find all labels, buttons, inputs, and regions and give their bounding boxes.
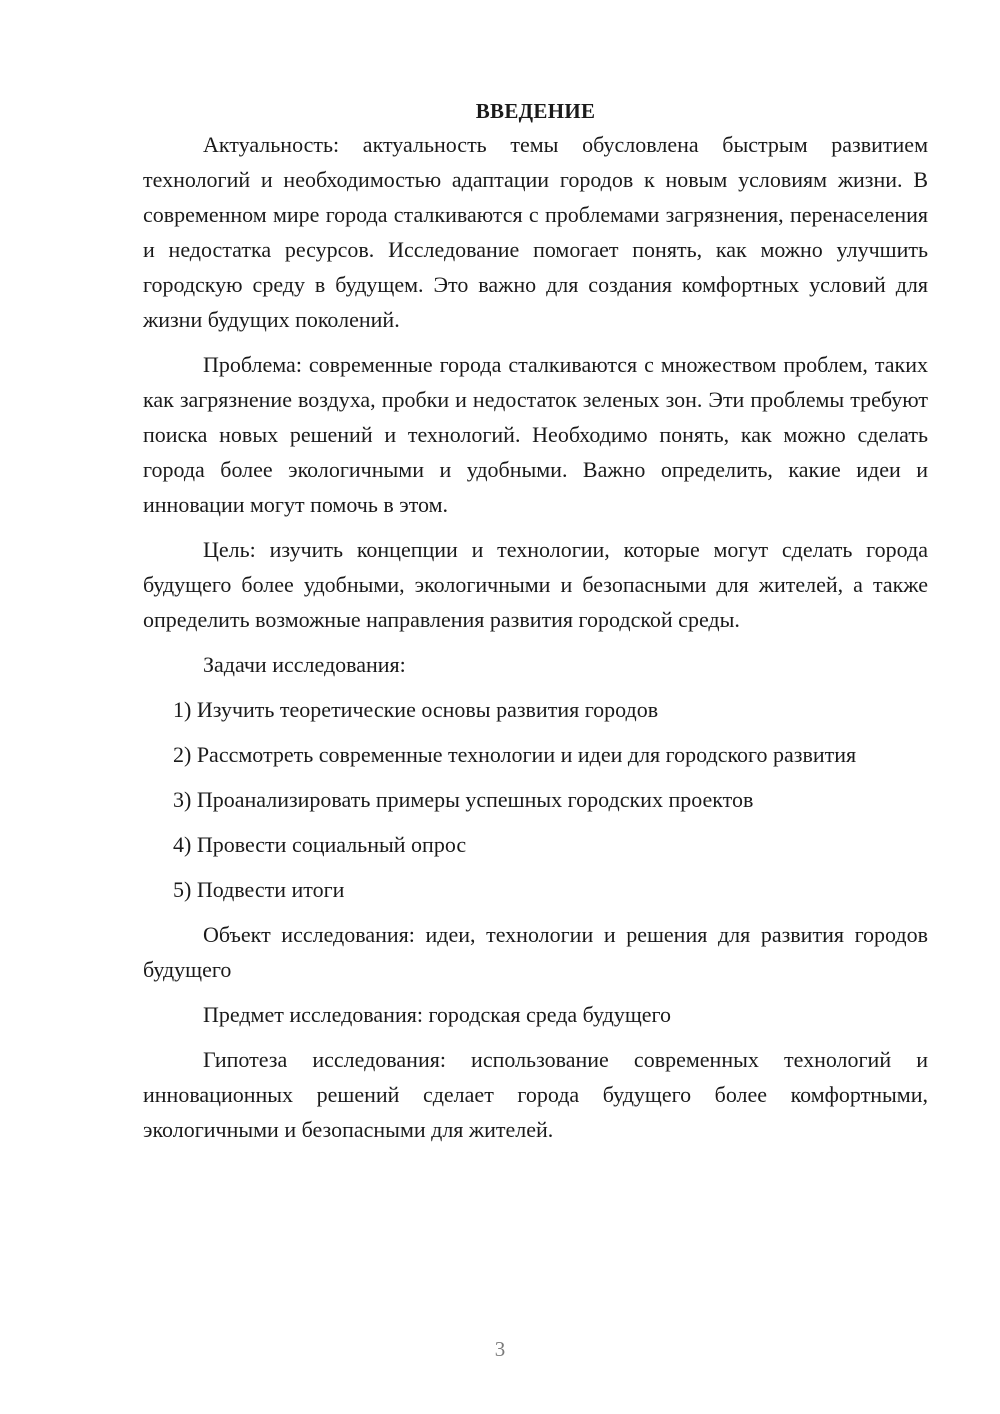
paragraph-goal: Цель: изучить концепции и технологии, которые могут сделать города будущего более удобными, экологичными и безопасными для жителей, а также определить возможные направления развития городской среды. (143, 537, 928, 632)
list-item: 1) Изучить теоретические основы развития городов (173, 697, 659, 722)
paragraph-hypothesis: Гипотеза исследования: использование современных технологий и инновационных решений сделает города будущего более комфортными, экологичными и безопасными для жителей. (143, 1047, 928, 1142)
page-content (143, 94, 928, 1147)
list-item: 3) Проанализировать примеры успешных городских проектов (173, 787, 754, 812)
tasks-heading: Задачи исследования: (203, 652, 406, 677)
paragraph-subject: Предмет исследования: городская среда будущего (203, 1002, 672, 1027)
section-title: ВВЕДЕНИЕ (475, 99, 596, 123)
paragraph-relevance: Актуальность: актуальность темы обусловлена быстрым развитием технологий и необходимостью адаптации городов к новым условиям жизни. В современном мире города сталкиваются с проблемами загрязнения, перенаселения и недостатка ресурсов. Исследование помогает понять, как можно улучшить городскую среду в будущем. Это важно для создания комфортных условий для жизни будущих поколений. (143, 132, 928, 332)
tasks-list (143, 692, 928, 907)
list-item: 2) Рассмотреть современные технологии и идеи для городского развития (173, 742, 857, 767)
page-number: 3 (494, 1337, 506, 1361)
list-item: 5) Подвести итоги (173, 877, 345, 902)
list-item: 4) Провести социальный опрос (173, 832, 467, 857)
paragraph-problem: Проблема: современные города сталкиваются с множеством проблем, таких как загрязнение воздуха, пробки и недостаток зеленых зон. Эти проблемы требуют поиска новых решений и технологий. Необходимо понять, как можно сделать города более экологичными и удобными. Важно определить, какие идеи и инновации могут помочь в этом. (143, 352, 928, 517)
paragraph-object: Объект исследования: идеи, технологии и решения для развития городов будущего (143, 922, 928, 982)
